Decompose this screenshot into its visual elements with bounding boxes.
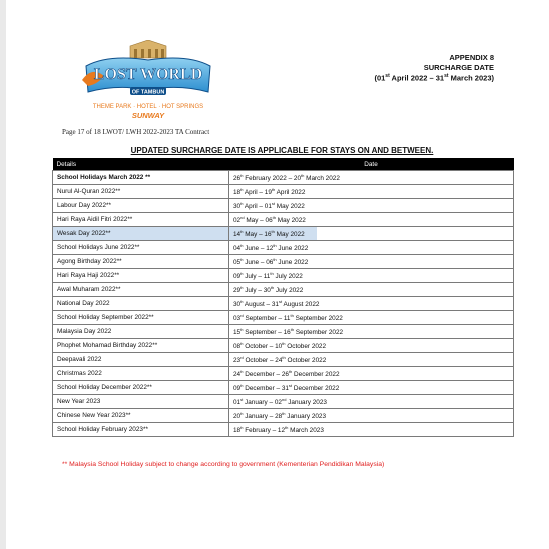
row-date-part: 09 xyxy=(233,385,241,393)
row-date-part: February 2022 – 20 xyxy=(243,175,302,183)
logo-tagline: THEME PARK · HOTEL · HOT SPRINGS xyxy=(92,104,204,110)
header-date: Date xyxy=(229,158,514,171)
table-row xyxy=(53,185,514,199)
row-date-part: June 2022 xyxy=(276,259,309,267)
row-details: Hari Raya Haji 2022** xyxy=(53,269,229,283)
row-details: School Holiday December 2022** xyxy=(53,381,229,395)
row-details: School Holidays March 2022 ** xyxy=(53,171,229,185)
row-date xyxy=(229,269,514,283)
row-date-part: October 2022 xyxy=(285,343,327,351)
table-row xyxy=(53,297,514,311)
row-date xyxy=(229,199,514,213)
table-row xyxy=(53,381,514,395)
row-date-part: th xyxy=(240,340,244,346)
appendix-period: (01st April 2022 – 31st March 2023) xyxy=(374,73,494,83)
row-date-part: th xyxy=(240,242,244,248)
row-date xyxy=(229,255,514,269)
row-date-part: th xyxy=(240,172,244,178)
row-date-part: 03 xyxy=(233,315,241,323)
row-date-part: th xyxy=(240,424,244,430)
row-date-part: January 2023 xyxy=(285,413,327,421)
row-details: School Holiday February 2023** xyxy=(53,423,229,437)
row-details: Wesak Day 2022** xyxy=(53,227,229,241)
row-date-part: th xyxy=(240,270,244,276)
row-date-part: July – 11 xyxy=(243,273,271,281)
header-details: Details xyxy=(53,158,229,171)
row-date-part: December – 26 xyxy=(243,371,289,379)
row-date-part: th xyxy=(285,424,289,430)
row-date xyxy=(229,339,514,353)
row-date xyxy=(229,381,514,395)
row-date-part: March 2022 xyxy=(304,175,340,183)
row-date-part: th xyxy=(288,368,293,374)
row-date xyxy=(229,409,514,423)
page-edge-shadow xyxy=(0,0,6,549)
row-date xyxy=(229,367,514,381)
row-date xyxy=(229,241,514,255)
row-date-part: 29 xyxy=(233,287,241,295)
row-date-part: July – 30 xyxy=(243,287,271,295)
row-details: Christmas 2022 xyxy=(53,367,229,381)
row-date-part: October – 10 xyxy=(243,343,283,351)
row-details: Chinese New Year 2023** xyxy=(53,409,229,423)
row-details: New Year 2023 xyxy=(53,395,229,409)
row-date-part: April – 01 xyxy=(243,203,272,211)
row-details: Deepavali 2022 xyxy=(53,353,229,367)
row-date-part: th xyxy=(240,284,244,290)
row-date-part: th xyxy=(282,410,286,416)
appendix-title: APPENDIX 8 xyxy=(449,53,494,62)
row-date-part: th xyxy=(240,382,244,388)
table-row xyxy=(53,227,514,241)
table-row xyxy=(53,311,514,325)
table-row xyxy=(53,353,514,367)
row-date-part: June – 12 xyxy=(243,245,274,253)
row-date-part: st xyxy=(288,382,293,388)
row-date xyxy=(229,311,514,325)
row-date-part: May 2022 xyxy=(275,217,306,225)
row-date-part: 20 xyxy=(233,413,241,421)
table-row xyxy=(53,409,514,423)
table-headline: UPDATED SURCHARGE DATE IS APPLICABLE FOR STAYS ON AND BETWEEN. xyxy=(130,146,434,155)
row-date xyxy=(229,353,514,367)
row-date-part: 30 xyxy=(233,301,241,309)
logo-brand: SUNWAY xyxy=(131,111,165,120)
table-row xyxy=(53,241,514,255)
row-date-part: th xyxy=(290,326,295,332)
row-date xyxy=(229,227,514,241)
table-row xyxy=(53,255,514,269)
logo-name: LOST WORLD xyxy=(93,66,203,83)
row-date-part: 02 xyxy=(233,217,241,225)
row-date-part: th xyxy=(271,228,275,234)
row-date-part: April – 19 xyxy=(243,189,272,197)
row-date-part: th xyxy=(282,340,286,346)
row-date-part: th xyxy=(270,270,274,276)
row-date-part: July 2022 xyxy=(273,273,303,281)
row-date-part: January – 02 xyxy=(243,399,282,407)
row-date-part: st xyxy=(279,298,283,304)
row-date-part: February – 12 xyxy=(243,427,286,435)
row-date-part: October – 24 xyxy=(243,357,283,365)
row-date xyxy=(229,185,514,199)
row-date-part: May 2022 xyxy=(275,203,305,211)
row-date-part: January 2023 xyxy=(286,399,327,407)
table-row xyxy=(53,171,514,185)
row-date-part: th xyxy=(301,172,305,178)
row-date-part: rd xyxy=(240,354,244,360)
row-date xyxy=(229,423,514,437)
row-date-part: 14 xyxy=(233,231,241,239)
row-date-part: th xyxy=(240,410,244,416)
row-date-part: th xyxy=(272,214,276,220)
row-details: School Holidays June 2022** xyxy=(53,241,229,255)
table-row xyxy=(53,395,514,409)
appendix-subtitle: SURCHARGE DATE xyxy=(423,62,494,72)
row-details: Nurul Al-Quran 2022** xyxy=(53,185,229,199)
table-header-row xyxy=(53,158,514,171)
appendix-heading xyxy=(374,53,494,83)
row-date-part: st xyxy=(240,396,244,402)
row-date-part: th xyxy=(240,298,244,304)
row-date-part: March 2023 xyxy=(288,427,324,435)
row-date-part: th xyxy=(270,284,275,290)
row-date-part: April 2022 xyxy=(275,189,306,197)
row-details: Hari Raya Aidil Fitri 2022** xyxy=(53,213,229,227)
table-row xyxy=(53,213,514,227)
row-date xyxy=(229,171,514,185)
row-date-part: June – 06 xyxy=(243,259,274,267)
row-date-part: 05 xyxy=(233,259,241,267)
row-date-part: 18 xyxy=(233,189,241,197)
row-date-part: 01 xyxy=(233,399,241,407)
row-date-part: th xyxy=(290,312,294,318)
row-date-part: January – 28 xyxy=(243,413,283,421)
table-row xyxy=(53,283,514,297)
row-date-part: th xyxy=(240,256,244,262)
row-date-part: August – 31 xyxy=(243,301,279,309)
row-date-part: September – 16 xyxy=(243,329,291,337)
row-date-part: 15 xyxy=(233,329,241,337)
footnote: ** Malaysia School Holiday subject to change according to government (Kementerian Pendidikan Malaysia) xyxy=(62,461,385,468)
row-date-part: December 2022 xyxy=(292,385,340,393)
row-details: Awal Muharam 2022** xyxy=(53,283,229,297)
row-date-part: December 2022 xyxy=(292,371,340,379)
row-date-part: th xyxy=(282,354,286,360)
row-date-part: rd xyxy=(240,312,244,318)
row-date-part: August 2022 xyxy=(282,301,320,309)
row-details: Malaysia Day 2022 xyxy=(53,325,229,339)
row-date-part: 08 xyxy=(233,343,241,351)
row-details: National Day 2022 xyxy=(53,297,229,311)
row-date-part: September 2022 xyxy=(293,315,343,323)
row-date-part: September – 11 xyxy=(243,315,291,323)
table-row xyxy=(53,423,514,437)
row-date-part: th xyxy=(240,186,244,192)
row-date xyxy=(229,213,514,227)
row-date-part: May 2022 xyxy=(274,231,305,239)
row-details: Agong Birthday 2022** xyxy=(53,255,229,269)
row-date xyxy=(229,395,514,409)
table-row xyxy=(53,269,514,283)
row-date-part: 18 xyxy=(233,427,241,435)
row-date-part: 30 xyxy=(233,203,241,211)
row-date-part: September 2022 xyxy=(294,329,344,337)
row-date-part: 04 xyxy=(233,245,241,253)
row-date-part: th xyxy=(273,256,277,262)
row-details: Labour Day 2022** xyxy=(53,199,229,213)
row-details: Phophet Mohamad Birthday 2022** xyxy=(53,339,229,353)
row-details: School Holiday September 2022** xyxy=(53,311,229,325)
row-date-part: th xyxy=(240,200,244,206)
row-date-part: 09 xyxy=(233,273,241,281)
table-row xyxy=(53,367,514,381)
row-date-part: October 2022 xyxy=(285,357,327,365)
row-date xyxy=(229,325,514,339)
table-row xyxy=(53,199,514,213)
row-date-part: th xyxy=(240,228,244,234)
row-date xyxy=(229,297,514,311)
row-date-part: th xyxy=(273,242,277,248)
row-date-part: May – 16 xyxy=(243,231,272,239)
row-date-part: th xyxy=(240,368,244,374)
row-date-part: 26 xyxy=(233,175,241,183)
row-date-part: nd xyxy=(281,396,287,402)
row-date-part: 23 xyxy=(233,357,241,365)
row-date-part: July 2022 xyxy=(274,287,304,295)
row-date-part: June 2022 xyxy=(276,245,309,253)
logo-subname: OF TAMBUN xyxy=(131,89,165,96)
page-info: Page 17 of 18 LWOT/ LWH 2022-2023 TA Contract xyxy=(62,128,210,136)
table-row xyxy=(53,325,514,339)
table-row xyxy=(53,339,514,353)
row-date-part: th xyxy=(240,326,244,332)
row-date-part: 24 xyxy=(233,371,241,379)
row-date-part: nd xyxy=(240,214,245,220)
row-date-part: th xyxy=(271,186,276,192)
row-date xyxy=(229,283,514,297)
lost-world-logo xyxy=(78,40,218,128)
surcharge-table xyxy=(52,158,514,437)
row-date-part: May – 06 xyxy=(244,217,273,225)
row-date-part: st xyxy=(271,200,275,206)
row-date-part: December – 31 xyxy=(243,385,289,393)
